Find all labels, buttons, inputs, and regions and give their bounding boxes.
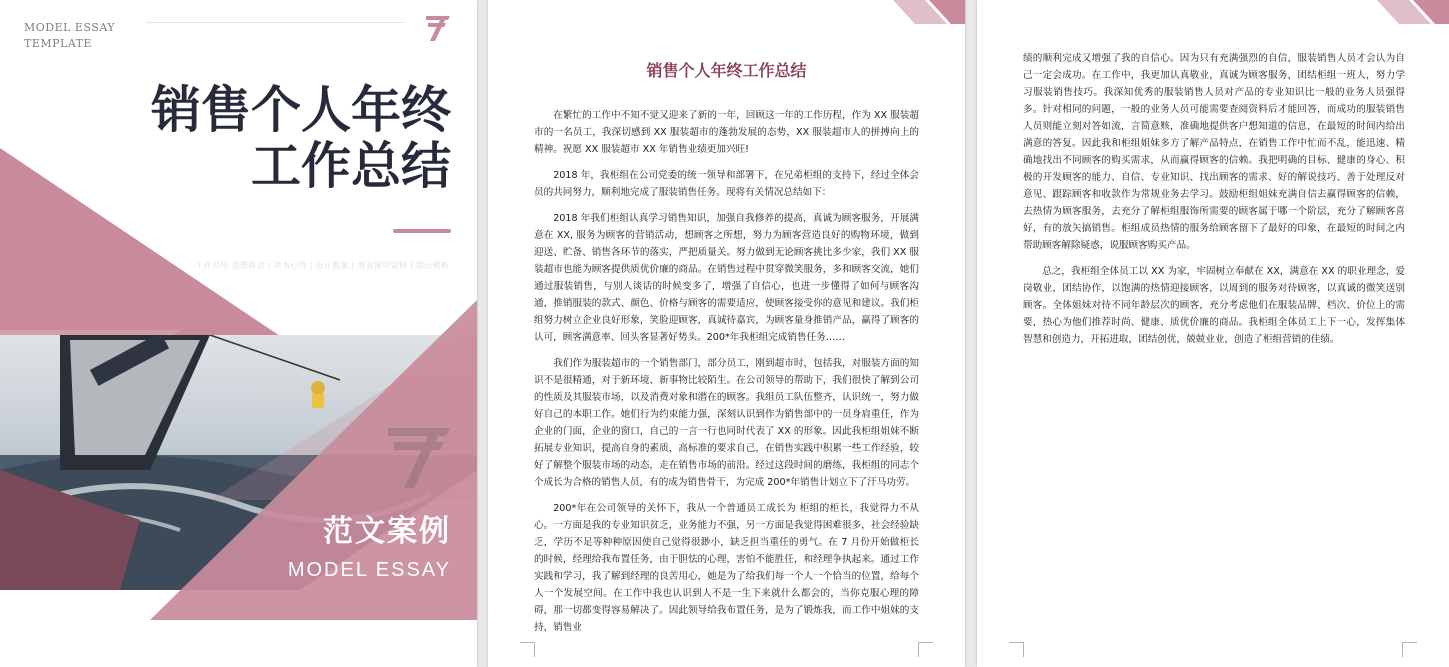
cover-title-line-1: 销售个人年终 [151, 81, 451, 139]
paragraph: 我们作为服装超市的一个销售部门，部分员工，刚到超市时，包括我，对服装方面的知识不是很精通，对于新环境、新事物比较陌生。在公司领导的帮助下，我们很快了解到公司的性质及其服装市场，以及消费对象和潜在的顾客。我组员工队伍整齐，认识统一，努力做好自己的本职工作。她们行为约束能力强，深刻认识到作为销售部中的一员身肩重任，作为企业的门面，企业的窗口，自己的一言一行也同时代表了 XX 的形象。因此我柜组姐妹不断拓展专业知识，提高自身的素质，高标准的要求自己，在销售实践中积累一些工作经验，较好了解整个服装市场的动态，走在销售市场的前沿。经过这段时间的磨练，我柜组的同志个个成长为合格的销售人员，有的成为销售骨干，为完成 200*年销售计划立下了汗马功劳。 [534, 358, 919, 488]
paragraph: 2018 年，我柜组在公司党委的统一领导和部署下，在兄弟柜组的支持下，经过全体会员的共同努力，顺利地完成了服装销售任务。现将有关情况总结如下： [534, 170, 919, 198]
document-title: 销售个人年终工作总结 [646, 61, 807, 80]
paragraph: 200*年在公司领导的关怀下，我从一个普通员工成长为 柜组的柜长，我觉得力不从心。一方面是我的专业知识贫乏，业务能力不强，另一方面是我觉得困难很多，社会经验缺乏，学历不足等种种原因使自己觉得很渺小，缺乏担当重任的勇气。在 7 月份开始做柜长的时候，经理给我布置任务，由于胆怯的心理，害怕不能胜任，和经理争执起来。通过工作实践和学习，我了解到经理的良苦用心，她是为了给我们每一个人一个恰当的位置，给每个人一个发展空间。在工作中我也认识到人不是一生下来就什么都会的，当你克服心理的障碍，那一切都变得容易解决了。因此领导给我布置任务，是为了锻炼我，而工作中姐妹的支持，销售业 [534, 503, 919, 633]
document-page-1 [488, 0, 965, 667]
cover-page [0, 0, 477, 667]
cover-keywords: 工作总结 思想体会 | 读书心得 | 设计教案 | 商业演讲资料 | 简历模板 [195, 261, 449, 270]
corner-decoration [1369, 0, 1449, 24]
cover-accent-rule [393, 229, 451, 233]
cover-case-label: 范文案例 [323, 514, 451, 549]
corner-decoration [885, 0, 965, 24]
brand-line-1: MODEL ESSAY [24, 21, 116, 34]
paragraph: 绩的顺利完成又增强了我的自信心。因为只有充满强烈的自信，服装销售人员才会认为自己一定会成功。在工作中，我更加认真敬业，真诚为顾客服务，团结柜组一班人，努力学习服装销售技巧。我深知优秀的服装销售人员对产品的专业知识比一般的业务人员强得多。针对相同的问题，一般的业务人员可能需要查阅资料后才能回答，而成功的服装销售人员则能立刻对答如流，言简意赅，准确地提供客户想知道的信息，在最短的时间内给出满意的答复。因此我和柜组姐妹多方了解产品特点，在销售工作中忙而不乱，能迅速、精确地找出不同顾客的购买需求，从而赢得顾客的信赖。我把明确的目标、健康的身心、积极的开发顾客的能力、自信、专业知识、找出顾客的需求、好的解说技巧、善于处理反对意见、跟踪顾客和收款作为常规业务去学习。鼓励柜组姐妹充满自信去赢得顾客的信赖，去热情为顾客服务，去充分了解柜组服饰所需要的顾客属于哪一个阶层，充分了解顾客喜好，有的放矢搞销售。柜组成员热情的服务给顾客留下了最好的印象，在最短的时间之内帮助顾客解除疑惑，说服顾客购买产品。 [1023, 53, 1405, 251]
document-body [534, 107, 919, 645]
crop-mark-bottom-left [1009, 642, 1024, 657]
paragraph: 2018 年我们柜组认真学习销售知识，加强自我修养的提高，真诚为顾客服务，开展满意在 XX, 服务为顾客的营销活动，想顾客之所想，努力为顾客营造良好的购物环境，做到迎送、贮备、销售各环节的落实，严把质量关。努力做到无论顾客挑比多少家，我们 XX 服装超市也能为顾客提供质优价廉的商品。在销售过程中贯穿微笑服务，多和顾客交流，她们通过服装销售，与别人谈话的时候变多了，增强了自信心，也进一步懂得了如何与顾客沟通，推销服装的款式、颜色、价格与顾客的需要适应，使顾客接受你的意见和建议。我们柜组努力树立企业良好形象，笑脸迎顾客，真诚待嘉宾，为顾客量身推销产品，赢得了顾客的认可，顾客满意率、回头客显著好势头。200*年我柜组完成销售任务…… [534, 213, 919, 343]
crop-mark-bottom-left [520, 642, 535, 657]
cover-model-essay: MODEL ESSAY [287, 559, 451, 581]
cover-brand [24, 20, 144, 52]
paragraph: 总之，我柜组全体员工以 XX 为家，牢固树立奉献在 XX，满意在 XX 的职业理念，爱岗敬业，团结协作，以饱满的热情迎接顾客，以周到的服务对待顾客，以真诚的微笑送别顾客。全体姐妹对待不同年龄层次的顾客，充分考虑他们在服装品牌、档次、价位上的需要，热心为他们推荐时尚、健康、质优价廉的商品。我柜组全体员工上下一心，发挥集体智慧和创造力，开拓进取，团结创优，兢兢业业，创造了柜组营销的佳绩。 [1023, 266, 1405, 345]
document-body [1023, 50, 1405, 357]
document-page-2 [977, 0, 1449, 667]
cover-title [151, 82, 451, 194]
cover-top-divider [146, 22, 404, 23]
paragraph: 在繁忙的工作中不知不觉又迎来了新的一年，回顾这一年的工作历程，作为 XX 服装超市的一名员工，我深切感到 XX 服装超市的蓬勃发展的态势，XX 服装超市人的拼搏向上的精神。祝愿 XX 服装超市 XX 年销售业绩更加兴旺! [534, 110, 919, 155]
cover-title-line-2: 工作总结 [251, 137, 451, 195]
cover-logo-icon [424, 14, 452, 42]
crop-mark-bottom-right [1402, 642, 1417, 657]
crop-mark-bottom-right [918, 642, 933, 657]
brand-line-2: TEMPLATE [24, 37, 93, 50]
